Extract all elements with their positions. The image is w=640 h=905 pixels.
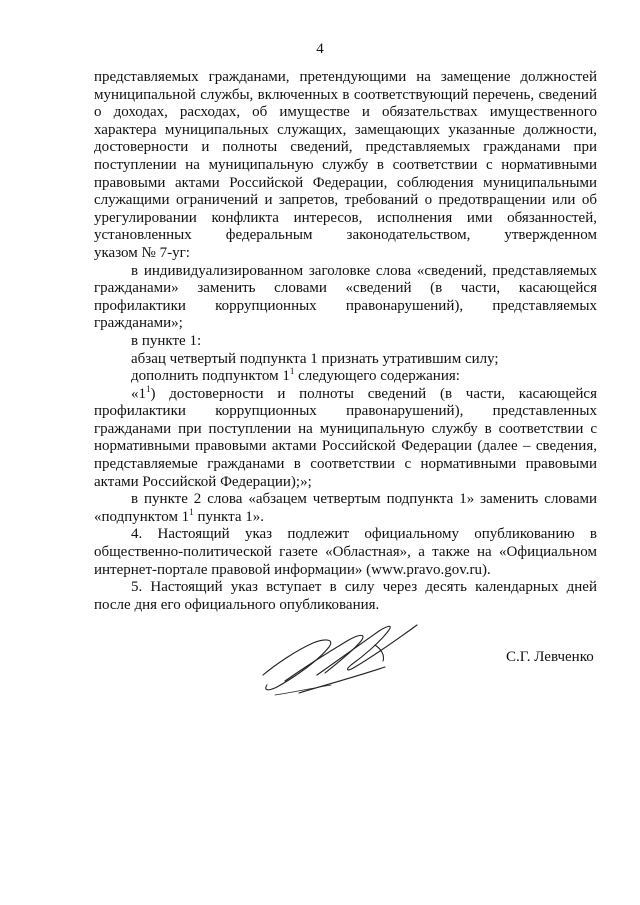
- paragraph-continued-end: указом № 7-уг:: [94, 244, 190, 261]
- paragraph-subpoint-text: «$1^1$) достоверности и полноты сведений (в части, касающейся профилактики коррупционных правонарушений), представленных гражданами при поступлении на муниципальную службу в соответствии с нормативными правовыми актами Российской Федерации (далее – сведения, представляемые гражданами в соответствии с нормативными правовыми: [94, 383, 597, 473]
- paragraph-publication: 4. Настоящий указ подлежит официальному опубликованию в общественно-политической газете «Областная», а также на «Официальном: [94, 526, 597, 561]
- handwritten-signature: [255, 615, 430, 710]
- paragraph-effective: 5. Настоящий указ вступает в силу через десять календарных дней: [131, 579, 597, 596]
- signer-name: С.Г. Левченко: [506, 649, 594, 665]
- paragraph-effective-end: после дня его официального опубликования.: [94, 596, 380, 613]
- paragraph-add-subpoint: дополнить подпунктом $1^1$ следующего содержания:: [131, 366, 460, 385]
- paragraph-publication-end: интернет-портале правовой информации» (www.pravo.gov.ru).: [94, 561, 491, 578]
- page-number: 4: [316, 41, 324, 57]
- paragraph-heading-change: в индивидуализированном заголовке слова «сведений, представляемых гражданами» заменить словами «сведений (в части, касающейся профилактики коррупционных правонарушений), представляемых: [94, 262, 597, 314]
- paragraph-point-1: в пункте 1:: [131, 332, 202, 349]
- paragraph-subpoint-text-end: актами Российской Федерации);»;: [94, 473, 312, 490]
- paragraph-heading-change-end: гражданами»;: [94, 315, 183, 332]
- paragraph-point-2: в пункте 2 слова «абзацем четвертым подпункта 1» заменить словами: [131, 491, 597, 508]
- paragraph-abzac-4: абзац четвертый подпункта 1 признать утратившим силу;: [131, 350, 499, 367]
- paragraph-continued: представляемых гражданами, претендующими на замещение должностей муниципальной службы, включенных в соответствующий перечень, сведений о доходах, расходах, об имуществе и обязательствах имущественного характера муниципальных служащих, замещающих указанные должности, достоверности и полноты сведений, представляемых гражданами при поступлении на муниципальную службу в соответствии с нормативными правовыми актами Российской Федерации, соблюдения муниципальными служащими ограничений и запретов, требований о предотвращении или об урегулировании конфликта интересов, исполнения ими обязанностей, установленных федеральным законодательством, утвержденном: [94, 69, 597, 244]
- paragraph-point-2-end: «подпунктом $1^1$ пункта 1».: [94, 506, 264, 525]
- document-body: [94, 69, 597, 614]
